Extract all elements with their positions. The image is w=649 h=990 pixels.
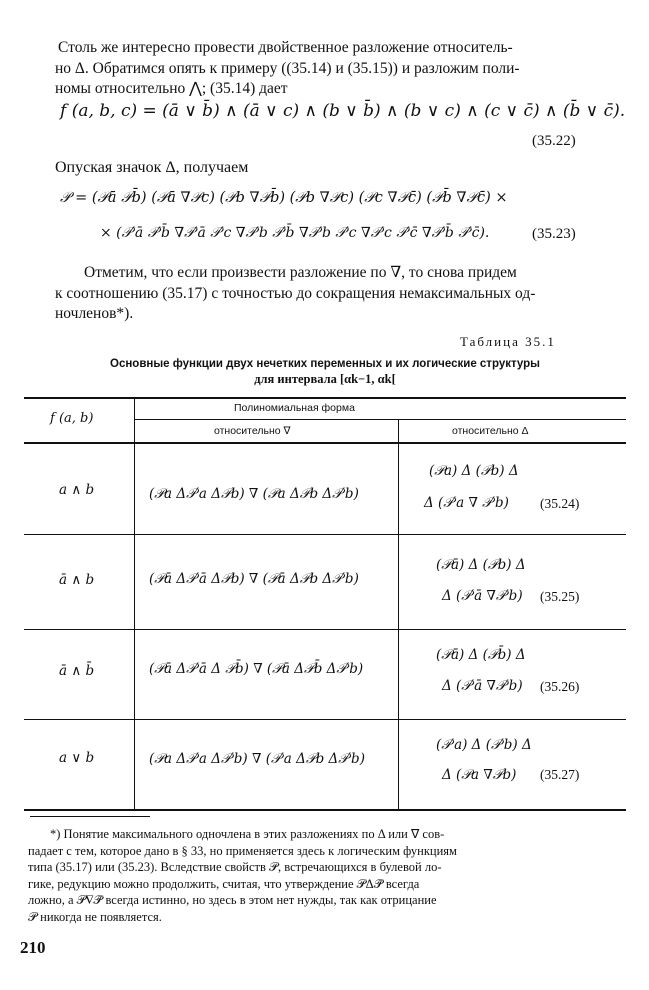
table-col-rule-1 [134,397,135,810]
row-3-delta-form-2: Δ (𝒫′ā ∇𝒫′b) [442,678,523,694]
table-label: Таблица 35.1 [460,334,556,349]
row-2-function: ā ∧ b [59,572,95,588]
intro-line-2: но Δ. Обратимся опять к примеру ((35.14) и (35.15)) и разложим поли- [55,59,520,77]
intro-line-1: Столь же интересно провести двойственное разложение относитель- [58,39,513,56]
note-line-2: к соотношению (35.17) с точностью до сокращения немаксимальных од- [55,284,536,302]
note-paragraph [55,263,598,325]
footnote-line-6: 𝒫 никогда не появляется. [28,909,162,924]
functions-table [24,397,626,810]
header-polynomial-form: Полиномиальная форма [234,402,355,414]
table-caption [30,357,620,387]
page-number: 210 [20,938,46,957]
footnote-line-5: ложно, а 𝒫∇𝒫̄ всегда истинно, но здесь в этом нет нужды, так как отрицание [28,893,437,907]
table-top-rule [24,397,626,399]
footnote-line-2: падает с тем, которое дано в § 33, но применяется здесь к логическим функциям [28,843,457,858]
row-1-nabla-form: (𝒫a Δ𝒫′a Δ𝒫b) ∇ (𝒫a Δ𝒫b Δ𝒫′b) [149,486,359,502]
intro-line-3: номы относительно ⋀; (35.14) дает [55,80,288,97]
note-line-1: Отметим, что если произвести разложение по ∇, то снова придем [84,264,517,281]
table-caption-line-2: для интервала [αk−1, αk[ [254,372,396,386]
table-row-rule-2 [24,629,626,630]
table-row-rule-3 [24,719,626,720]
footnote [28,826,620,925]
table-row-rule-1 [24,534,626,535]
row-4-equation-number: (35.27) [540,767,580,782]
table-bottom-rule [24,809,626,811]
row-3-function: ā ∧ b̄ [59,663,95,679]
row-1-delta-form-1: (𝒫a) Δ (𝒫b) Δ [429,463,519,479]
equation-35-22-number: (35.22) [532,133,576,149]
table-header-bottom-rule [24,442,626,444]
equation-35-23-line-1: 𝒫 = (𝒫ā 𝒫b̄) (𝒫ā ∇𝒫c) (𝒫b ∇𝒫b̄) (𝒫b ∇𝒫c) (𝒫c ∇𝒫c̄) (𝒫b̄ ∇𝒫c̄) × [60,190,508,206]
row-2-equation-number: (35.25) [540,589,580,604]
row-4-nabla-form: (𝒫a Δ𝒫′a Δ𝒫′b) ∇ (𝒫′a Δ𝒫b Δ𝒫′b) [149,751,365,767]
row-3-delta-form-1: (𝒫ā) Δ (𝒫b̄) Δ [436,647,526,663]
omit-paragraph: Опуская значок Δ, получаем [55,159,249,176]
row-3-nabla-form: (𝒫ā Δ𝒫′ā Δ 𝒫b̄) ∇ (𝒫ā Δ𝒫b̄ Δ𝒫′b) [149,661,364,677]
intro-paragraph [55,38,598,100]
footnote-separator [30,816,150,817]
row-1-delta-form-2: Δ (𝒫′a ∇ 𝒫′b) [424,495,509,511]
row-1-function: a ∧ b [59,482,95,498]
table-caption-line-1: Основные функции двух нечетких переменных и их логические структуры [110,358,540,370]
table-header-mid-rule [134,419,626,420]
row-4-delta-form-1: (𝒫′a) Δ (𝒫′b) Δ [436,737,532,753]
row-2-delta-form-2: Δ (𝒫′ā ∇𝒫′b) [442,588,523,604]
row-4-function: a ∨ b [59,750,95,766]
row-1-equation-number: (35.24) [540,496,580,511]
equation-35-23-line-2: × (𝒫′ā 𝒫′b̄ ∇𝒫′ā 𝒫′c ∇𝒫′b 𝒫′b̄ ∇𝒫′b 𝒫′c ∇𝒫′c 𝒫′c̄ ∇𝒫′b̄ 𝒫′c̄). [100,225,490,241]
row-2-nabla-form: (𝒫ā Δ𝒫′ā Δ𝒫b) ∇ (𝒫ā Δ𝒫b Δ𝒫′b) [149,571,359,587]
row-2-delta-form-1: (𝒫ā) Δ (𝒫b) Δ [436,557,526,573]
row-3-equation-number: (35.26) [540,679,580,694]
note-line-3: ночленов*). [55,305,134,322]
header-function: f (a, b) [50,411,94,426]
equation-35-23-number: (35.23) [532,226,576,242]
footnote-line-4: гике, редукцию можно продолжить, считая, что утверждение 𝒫Δ𝒫̄ всегда [28,876,420,891]
table-col-rule-2 [398,419,399,810]
footnote-line-1: *) Понятие максимального одночлена в этих разложениях по Δ или ∇ сов- [50,827,445,841]
header-relative-delta: относительно Δ [452,425,529,437]
header-relative-nabla: относительно ∇ [214,425,291,437]
row-4-delta-form-2: Δ (𝒫a ∇𝒫b) [442,767,517,783]
equation-35-22: f (a, b, c) = (ā ∨ b̄) ∧ (ā ∨ c) ∧ (b ∨ b̄) ∧ (b ∨ c) ∧ (c ∨ c̄) ∧ (b̄ ∨ c̄). [60,101,626,121]
footnote-line-3: типа (35.17) или (35.23). Вследствие свойств 𝒫, встречающихся в булевой ло- [28,860,442,874]
